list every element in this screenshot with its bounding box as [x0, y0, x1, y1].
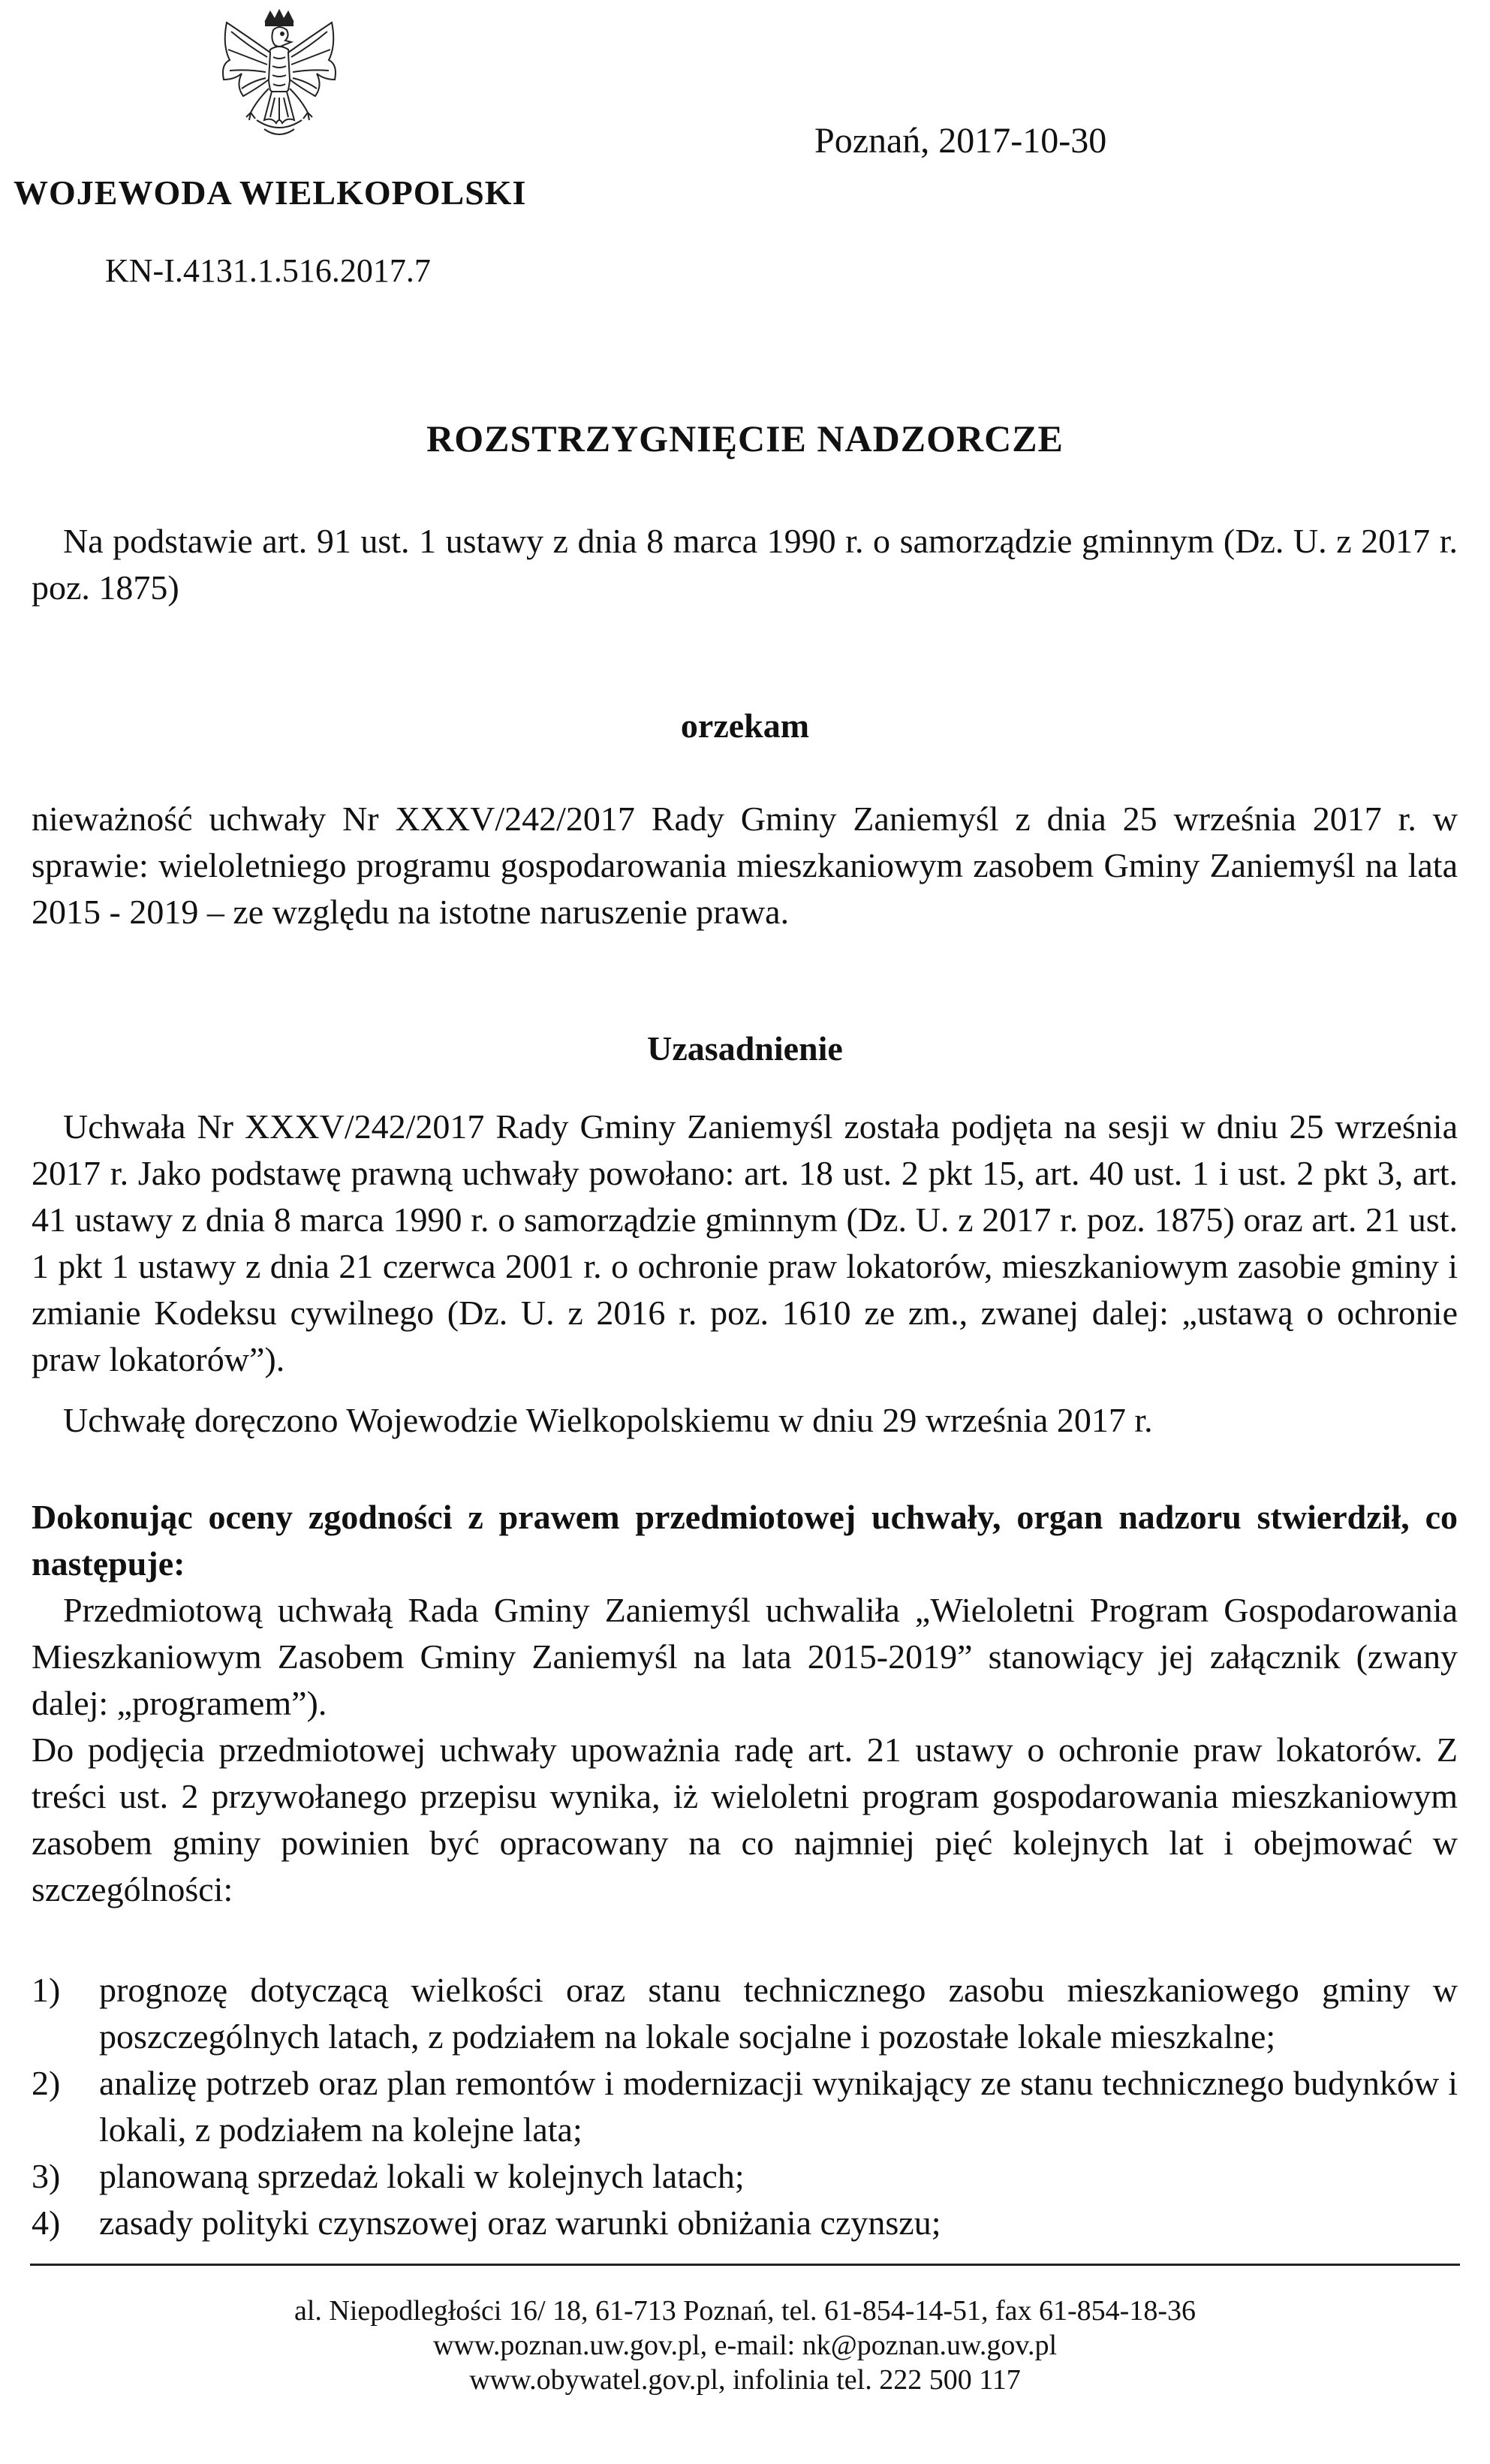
- polish-eagle-emblem-icon: [204, 8, 354, 165]
- place-and-date: Poznań, 2017-10-30: [814, 121, 1107, 161]
- footer-address: al. Niepodległości 16/ 18, 61-713 Poznań, tel. 61-854-14-51, fax 61-854-18-36: [294, 2295, 1196, 2327]
- list-item-number: 2): [32, 2064, 61, 2102]
- footer-contact: [0, 2294, 1490, 2397]
- footer-hotline: www.obywatel.gov.pl, infolinia tel. 222 500 117: [469, 2364, 1021, 2396]
- list-item-text: zasady polityki czynszowej oraz warunki obniżania czynszu;: [99, 2203, 941, 2242]
- list-item: [32, 1967, 1458, 2060]
- justification-heading: Uzasadnienie: [647, 1029, 843, 1068]
- ruling-heading: orzekam: [680, 706, 810, 745]
- footer-divider: [30, 2264, 1460, 2266]
- list-item: [32, 2153, 1458, 2200]
- findings-paragraph-1: Przedmiotową uchwałą Rada Gminy Zaniemyśl uchwaliła „Wieloletni Program Gospodarowania Mieszkaniowym Zasobem Gminy Zaniemyśl na lata 2015-2019” stanowiący jej załącznik (zwany dalej: „programem”).: [32, 1591, 1458, 1722]
- delivery-note: Uchwałę doręczono Wojewodzie Wielkopolskiemu w dniu 29 września 2017 r.: [63, 1401, 1153, 1439]
- reference-number: KN-I.4131.1.516.2017.7: [105, 252, 431, 289]
- legal-basis-paragraph: Na podstawie art. 91 ust. 1 ustawy z dnia 8 marca 1990 r. o samorządzie gminnym (Dz. U. z 2017 r. poz. 1875): [32, 522, 1458, 607]
- list-item-number: 1): [32, 1971, 61, 2009]
- justification-paragraph: Uchwała Nr XXXV/242/2017 Rady Gminy Zaniemyśl została podjęta na sesji w dniu 25 września 2017 r. Jako podstawę prawną uchwały powołano: art. 18 ust. 2 pkt 15, art. 40 ust. 1 i ust. 2 pkt 3, art. 41 ustawy z dnia 8 marca 1990 r. o samorządzie gminnym (Dz. U. z 2017 r. poz. 1875) oraz art. 21 ust. 1 pkt 1 ustawy z dnia 21 czerwca 2001 r. o ochronie praw lokatorów, mieszkaniowym zasobie gminy i zmianie Kodeksu cywilnego (Dz. U. z 2016 r. poz. 1610 ze zm., zwanej dalej: „ustawą o ochronie praw lokatorów”).: [32, 1107, 1458, 1378]
- requirements-list: [32, 1967, 1458, 2246]
- ruling-paragraph: nieważność uchwały Nr XXXV/242/2017 Rady Gminy Zaniemyśl z dnia 25 września 2017 r. w sprawie: wieloletniego programu gospodarowania mieszkaniowym zasobem Gminy Zaniemyśl na lata 2015 - 2019 – ze względu na istotne naruszenie prawa.: [32, 800, 1458, 931]
- footer-website-email: www.poznan.uw.gov.pl, e-mail: nk@poznan.uw.gov.pl: [432, 2330, 1058, 2361]
- list-item: [32, 2200, 1458, 2246]
- findings-heading: Dokonując oceny zgodności z prawem przedmiotowej uchwały, organ nadzoru stwierdził, co następuje:: [32, 1498, 1458, 1583]
- document-title: ROZSTRZYGNIĘCIE NADZORCZE: [426, 417, 1064, 459]
- findings-section: [32, 1494, 1458, 1913]
- list-item-number: 3): [32, 2157, 61, 2195]
- list-item-number: 4): [32, 2203, 61, 2242]
- list-item-text: analizę potrzeb oraz plan remontów i modernizacji wynikający ze stanu technicznego budynków i lokali, z podziałem na kolejne lata;: [99, 2064, 1458, 2149]
- list-item-text: planowaną sprzedaż lokali w kolejnych latach;: [99, 2157, 745, 2195]
- list-item: [32, 2060, 1458, 2153]
- issuing-authority: WOJEWODA WIELKOPOLSKI: [14, 173, 527, 212]
- findings-paragraph-2: Do podjęcia przedmiotowej uchwały upoważnia radę art. 21 ustawy o ochronie praw lokatorów. Z treści ust. 2 przywołanego przepisu wynika, iż wieloletni program gospodarowania mieszkaniowym zasobem gminy powinien być opracowany na co najmniej pięć kolejnych lat i obejmować w szczególności:: [32, 1731, 1458, 1908]
- list-item-text: prognozę dotyczącą wielkości oraz stanu technicznego zasobu mieszkaniowego gminy w poszczególnych latach, z podziałem na lokale socjalne i pozostałe lokale mieszkalne;: [99, 1971, 1458, 2056]
